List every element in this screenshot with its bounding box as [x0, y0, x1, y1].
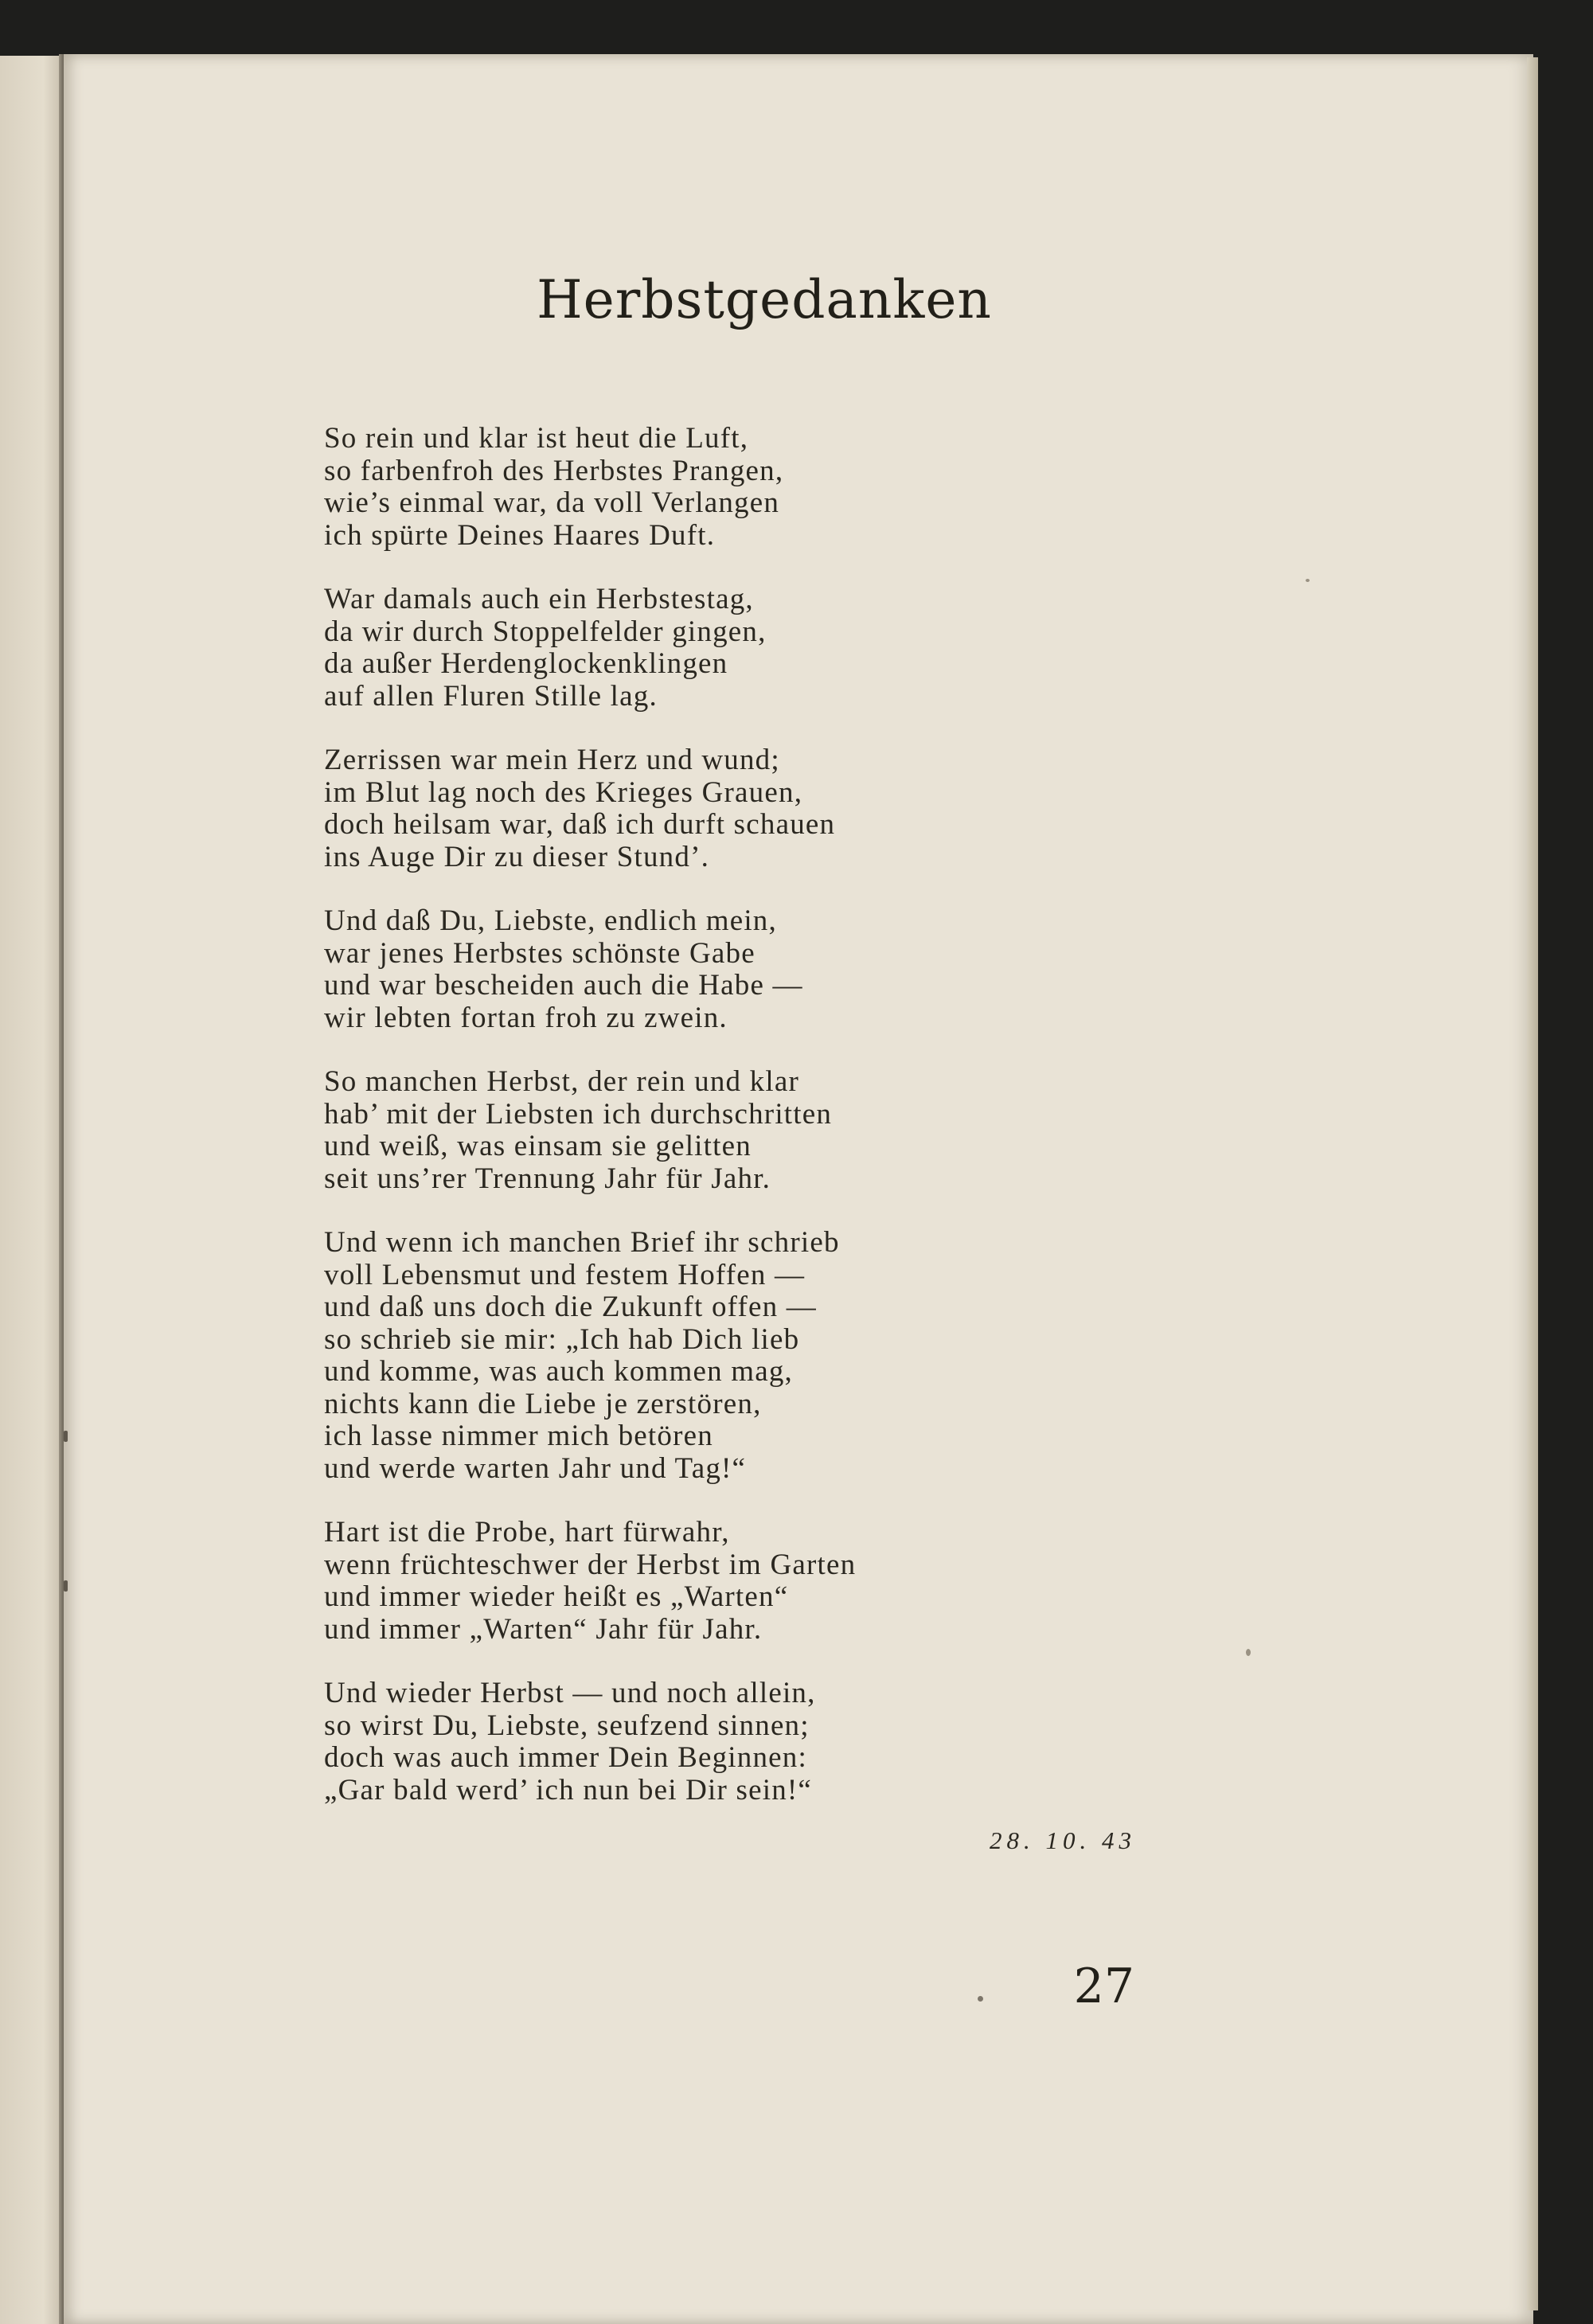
poem-date: 28. 10. 43: [990, 1826, 1136, 1854]
paper-speck: [978, 1996, 983, 2002]
stanza: [324, 1227, 1120, 1485]
stanza: [324, 744, 1120, 873]
poem-line: und daß uns doch die Zukunft offen —: [324, 1291, 817, 1323]
poem-line: und komme, was auch kommen mag,: [324, 1355, 794, 1388]
stanza: [324, 584, 1120, 713]
page-edge-stack: [1527, 57, 1538, 2310]
paper-speck: [64, 1431, 68, 1442]
poem-line: doch was auch immer Dein Beginnen:: [324, 1741, 807, 1774]
poem-line: ins Auge Dir zu dieser Stund’.: [324, 840, 710, 873]
paper-speck: [1306, 579, 1310, 582]
poem-line: Und wenn ich manchen Brief ihr schrieb: [324, 1226, 840, 1259]
poem-title: Herbstgedanken: [537, 269, 992, 330]
stanza: [324, 1678, 1120, 1806]
poem-line: Und wieder Herbst — und noch allein,: [324, 1677, 816, 1709]
poem-line: im Blut lag noch des Krieges Grauen,: [324, 775, 803, 809]
poem-line: Hart ist die Probe, hart fürwahr,: [324, 1516, 730, 1549]
poem-line: auf allen Fluren Stille lag.: [324, 679, 658, 713]
stanza: [324, 1066, 1120, 1195]
paper-speck: [1246, 1649, 1251, 1656]
poem-line: und weiß, was einsam sie gelitten: [324, 1130, 752, 1162]
poem-line: so schrieb sie mir: „Ich hab Dich lieb: [324, 1322, 800, 1356]
poem-line: „Gar bald werd’ ich nun bei Dir sein!“: [324, 1773, 813, 1806]
poem-line: Und daß Du, Liebste, endlich mein,: [324, 904, 777, 937]
poem-line: So manchen Herbst, der rein und klar: [324, 1065, 800, 1098]
poem-line: So rein und klar ist heut die Luft,: [324, 422, 749, 455]
poem-line: ich spürte Deines Haares Duft.: [324, 518, 716, 552]
poem-line: nichts kann die Liebe je zerstören,: [324, 1387, 762, 1420]
poem-body: [324, 423, 1120, 1838]
poem-line: so farbenfroh des Herbstes Prangen,: [324, 454, 784, 487]
poem-line: so wirst Du, Liebste, seufzend sinnen;: [324, 1709, 810, 1742]
poem-line: doch heilsam war, daß ich durft schauen: [324, 808, 836, 841]
poem-line: wir lebten fortan froh zu zwein.: [324, 1001, 728, 1034]
poem-line: war jenes Herbstes schönste Gabe: [324, 936, 756, 970]
stanza: [324, 1517, 1120, 1646]
stanza: [324, 905, 1120, 1034]
poem-line: War damals auch ein Herbstestag,: [324, 583, 754, 615]
poem-line: hab’ mit der Liebsten ich durchschritten: [324, 1097, 833, 1131]
poem-line: wenn früchteschwer der Herbst im Garten: [324, 1548, 857, 1581]
poem-line: und immer wieder heißt es „Warten“: [324, 1580, 789, 1613]
poem-line: seit uns’rer Trennung Jahr für Jahr.: [324, 1162, 771, 1195]
poem-line: Zerrissen war mein Herz und wund;: [324, 744, 780, 776]
poem-line: ich lasse nimmer mich betören: [324, 1420, 713, 1452]
poem-line: und war bescheiden auch die Habe —: [324, 969, 803, 1002]
stanza: [324, 423, 1120, 552]
facing-page-edge: [0, 56, 62, 2324]
paper-speck: [64, 1580, 68, 1592]
poem-line: voll Lebensmut und festem Hoffen —: [324, 1258, 806, 1291]
poem-line: da wir durch Stoppelfelder gingen,: [324, 615, 767, 648]
poem-line: und werde warten Jahr und Tag!“: [324, 1451, 747, 1485]
page-number: 27: [1073, 1959, 1134, 2014]
poem-line: wie’s einmal war, da voll Verlangen: [324, 486, 780, 519]
poem-line: und immer „Warten“ Jahr für Jahr.: [324, 1612, 763, 1646]
poem-line: da außer Herdenglockenklingen: [324, 647, 728, 680]
